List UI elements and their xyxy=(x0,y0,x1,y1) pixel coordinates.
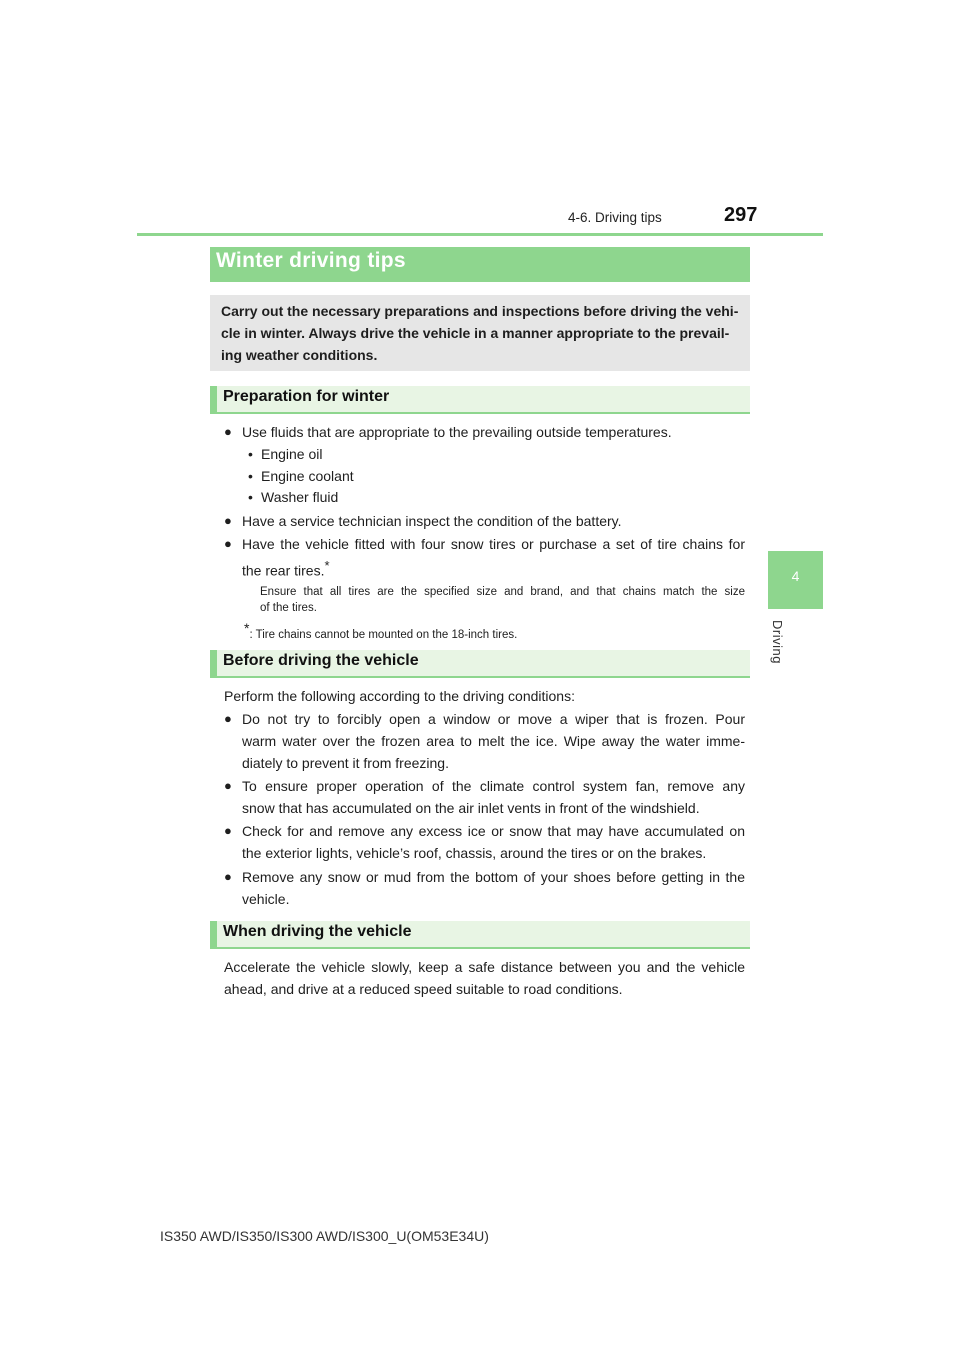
dot-icon: • xyxy=(248,468,253,484)
subheading-text: Preparation for winter xyxy=(223,388,390,405)
chapter-label: Driving xyxy=(770,620,785,664)
list-item-continuation xyxy=(242,555,330,582)
note-text: of the tires. xyxy=(260,602,317,614)
list-item: Remove any snow or mud from the bottom of your shoes before getting in the xyxy=(242,869,745,885)
bullet-icon: ● xyxy=(224,711,232,726)
intro-box xyxy=(210,295,750,371)
section-reference: 4-6. Driving tips xyxy=(568,210,662,225)
list-item: To ensure proper operation of the climate control system fan, remove any xyxy=(242,778,745,794)
list-item-continuation: vehicle. xyxy=(242,891,290,907)
chapter-number: 4 xyxy=(791,568,800,584)
bullet-icon: ● xyxy=(224,823,232,838)
subheading-preparation xyxy=(210,386,750,414)
dot-icon: • xyxy=(248,446,253,462)
list-item-continuation: the exterior lights, vehicle’s roof, chassis, around the tires or on the brakes. xyxy=(242,845,707,861)
list-item: Have the vehicle fitted with four snow tires or purchase a set of tire chains for xyxy=(242,536,745,552)
lead-text: Perform the following according to the driving conditions: xyxy=(224,688,575,704)
sub-list-item: Engine coolant xyxy=(261,468,354,484)
subheading-before-driving xyxy=(210,650,750,678)
chapter-tab xyxy=(768,551,823,609)
sub-list-item: Engine oil xyxy=(261,446,323,462)
section-title: Winter driving tips xyxy=(216,249,406,272)
bullet-icon: ● xyxy=(224,536,232,551)
subheading-text: When driving the vehicle xyxy=(223,923,412,940)
bullet-icon: ● xyxy=(224,424,232,439)
list-item-continuation: snow that has accumulated on the air inlet vents in front of the windshield. xyxy=(242,800,700,816)
footer-model-code: IS350 AWD/IS350/IS300 AWD/IS300_U(OM53E34U) xyxy=(160,1228,489,1244)
bullet-icon: ● xyxy=(224,513,232,528)
subheading-text: Before driving the vehicle xyxy=(223,652,419,669)
bullet-icon: ● xyxy=(224,778,232,793)
sub-list-item: Washer fluid xyxy=(261,489,339,505)
footnote-mark: * xyxy=(244,620,250,636)
paragraph-line: Accelerate the vehicle slowly, keep a safe distance between you and the vehicle xyxy=(224,959,745,975)
list-item: Check for and remove any excess ice or snow that may have accumulated on xyxy=(242,823,745,839)
paragraph-line: ahead, and drive at a reduced speed suitable to road conditions. xyxy=(224,981,623,997)
page-number: 297 xyxy=(724,204,758,226)
subheading-when-driving xyxy=(210,921,750,949)
list-item: Do not try to forcibly open a window or move a wiper that is frozen. Pour xyxy=(242,711,745,727)
bullet-icon: ● xyxy=(224,869,232,884)
section-title-bar xyxy=(210,247,750,282)
intro-line: ing weather conditions. xyxy=(221,347,378,363)
list-item-continuation: diately to prevent it from freezing. xyxy=(242,755,449,771)
asterisk-mark: * xyxy=(324,558,330,573)
list-item-text: the rear tires. xyxy=(242,562,325,579)
list-item: Use fluids that are appropriate to the prevailing outside temperatures. xyxy=(242,424,672,440)
note-text: Ensure that all tires are the specified size and brand, and that chains match the size xyxy=(260,586,745,598)
list-item: Have a service technician inspect the condition of the battery. xyxy=(242,513,622,529)
list-item-continuation: warm water over the frozen area to melt the ice. Wipe away the water imme- xyxy=(242,733,745,749)
intro-line: cle in winter. Always drive the vehicle in a manner appropriate to the prevail- xyxy=(221,325,730,341)
intro-line: Carry out the necessary preparations and inspections before driving the vehi- xyxy=(221,303,739,319)
footnote xyxy=(244,620,517,643)
dot-icon: • xyxy=(248,489,253,505)
header-divider xyxy=(137,233,823,236)
footnote-text: : Tire chains cannot be mounted on the 18-inch tires. xyxy=(249,628,518,641)
